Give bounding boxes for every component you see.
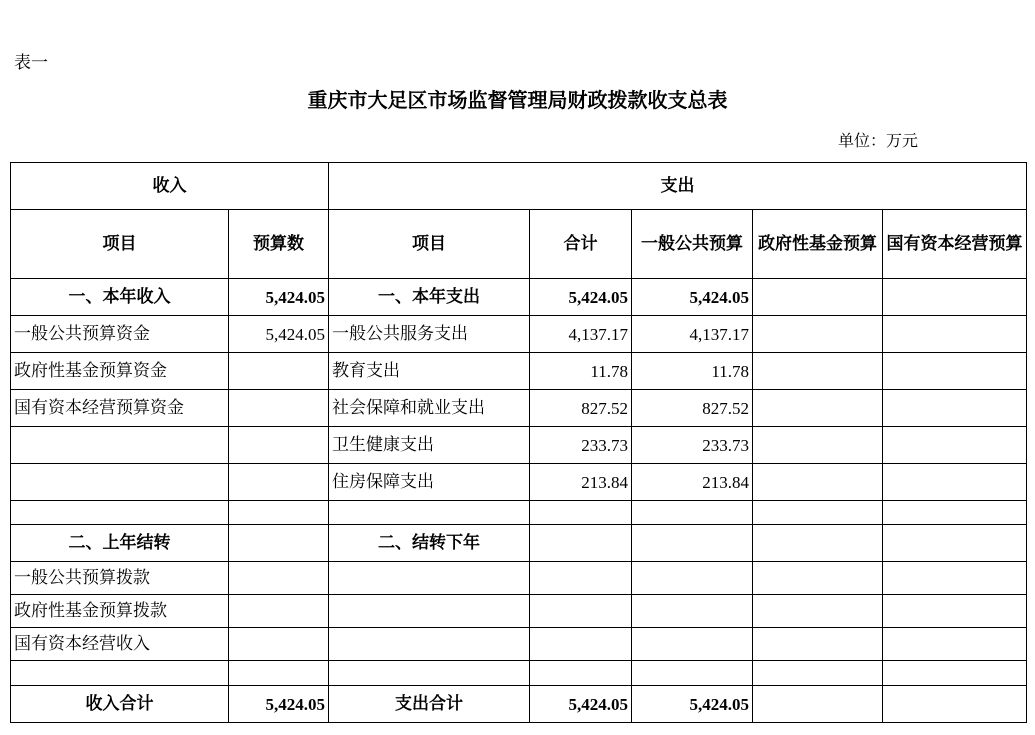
expense-total-cell xyxy=(530,525,632,562)
state-capital-cell xyxy=(883,661,1027,686)
table-row xyxy=(11,686,1027,723)
state-capital-cell xyxy=(883,562,1027,595)
income-item-cell: 国有资本经营收入 xyxy=(11,628,229,661)
general-budget-cell xyxy=(632,661,753,686)
expense-total-cell: 5,424.05 xyxy=(530,686,632,723)
income-item-cell xyxy=(11,661,229,686)
expense-total-cell: 827.52 xyxy=(530,390,632,427)
income-amount-cell xyxy=(229,501,329,525)
gov-fund-cell xyxy=(753,501,883,525)
income-item-cell: 一般公共预算拨款 xyxy=(11,562,229,595)
table-row xyxy=(11,628,1027,661)
income-item-cell xyxy=(11,501,229,525)
expense-item-cell: 支出合计 xyxy=(329,686,530,723)
expense-item-cell: 社会保障和就业支出 xyxy=(329,390,530,427)
expense-item-cell: 教育支出 xyxy=(329,353,530,390)
expense-item-cell xyxy=(329,595,530,628)
general-budget-cell: 233.73 xyxy=(632,427,753,464)
general-budget-cell: 4,137.17 xyxy=(632,316,753,353)
col-header-total: 合计 xyxy=(530,210,632,279)
expense-item-cell: 一、本年支出 xyxy=(329,279,530,316)
state-capital-cell xyxy=(883,427,1027,464)
income-amount-cell xyxy=(229,628,329,661)
income-item-cell xyxy=(11,464,229,501)
expense-item-cell xyxy=(329,628,530,661)
income-amount-cell: 5,424.05 xyxy=(229,316,329,353)
gov-fund-cell xyxy=(753,279,883,316)
gov-fund-cell xyxy=(753,464,883,501)
income-item-cell: 政府性基金预算拨款 xyxy=(11,595,229,628)
gov-fund-cell xyxy=(753,686,883,723)
general-budget-cell xyxy=(632,595,753,628)
col-header-state-capital: 国有资本经营预算 xyxy=(883,210,1027,279)
state-capital-cell xyxy=(883,686,1027,723)
col-header-general-budget: 一般公共预算 xyxy=(632,210,753,279)
income-amount-cell xyxy=(229,390,329,427)
expense-total-cell xyxy=(530,595,632,628)
table-row xyxy=(11,562,1027,595)
gov-fund-cell xyxy=(753,525,883,562)
header-row-columns xyxy=(11,210,1027,279)
income-amount-cell xyxy=(229,353,329,390)
state-capital-cell xyxy=(883,628,1027,661)
expense-item-cell: 住房保障支出 xyxy=(329,464,530,501)
general-budget-cell xyxy=(632,525,753,562)
table-row xyxy=(11,464,1027,501)
income-item-cell: 收入合计 xyxy=(11,686,229,723)
table-number-label: 表一 xyxy=(14,53,48,73)
income-item-cell: 一般公共预算资金 xyxy=(11,316,229,353)
general-budget-cell xyxy=(632,562,753,595)
gov-fund-cell xyxy=(753,628,883,661)
state-capital-cell xyxy=(883,390,1027,427)
table-row xyxy=(11,390,1027,427)
col-header-income-item: 项目 xyxy=(11,210,229,279)
table-body xyxy=(11,279,1027,723)
table-row xyxy=(11,279,1027,316)
income-amount-cell xyxy=(229,661,329,686)
income-item-cell xyxy=(11,427,229,464)
header-row-group xyxy=(11,163,1027,210)
gov-fund-cell xyxy=(753,427,883,464)
income-amount-cell: 5,424.05 xyxy=(229,686,329,723)
gov-fund-cell xyxy=(753,316,883,353)
general-budget-cell: 5,424.05 xyxy=(632,686,753,723)
expense-item-cell: 卫生健康支出 xyxy=(329,427,530,464)
expense-total-cell: 233.73 xyxy=(530,427,632,464)
general-budget-cell: 11.78 xyxy=(632,353,753,390)
gov-fund-cell xyxy=(753,562,883,595)
table-row xyxy=(11,427,1027,464)
income-amount-cell: 5,424.05 xyxy=(229,279,329,316)
state-capital-cell xyxy=(883,464,1027,501)
state-capital-cell xyxy=(883,595,1027,628)
income-header: 收入 xyxy=(11,163,329,210)
expense-total-cell: 11.78 xyxy=(530,353,632,390)
col-header-budget: 预算数 xyxy=(229,210,329,279)
income-amount-cell xyxy=(229,595,329,628)
expense-item-cell: 二、结转下年 xyxy=(329,525,530,562)
state-capital-cell xyxy=(883,279,1027,316)
general-budget-cell: 5,424.05 xyxy=(632,279,753,316)
gov-fund-cell xyxy=(753,390,883,427)
income-amount-cell xyxy=(229,427,329,464)
income-amount-cell xyxy=(229,562,329,595)
income-item-cell: 政府性基金预算资金 xyxy=(11,353,229,390)
income-item-cell: 一、本年收入 xyxy=(11,279,229,316)
expense-item-cell xyxy=(329,562,530,595)
table-row xyxy=(11,316,1027,353)
gov-fund-cell xyxy=(753,595,883,628)
expense-item-cell xyxy=(329,501,530,525)
state-capital-cell xyxy=(883,501,1027,525)
state-capital-cell xyxy=(883,525,1027,562)
expense-total-cell xyxy=(530,661,632,686)
table-row xyxy=(11,501,1027,525)
state-capital-cell xyxy=(883,353,1027,390)
unit-label: 单位：万元 xyxy=(838,131,919,150)
expense-total-cell xyxy=(530,628,632,661)
general-budget-cell xyxy=(632,628,753,661)
expense-item-cell xyxy=(329,661,530,686)
expense-total-cell xyxy=(530,562,632,595)
expense-total-cell: 4,137.17 xyxy=(530,316,632,353)
expense-total-cell xyxy=(530,501,632,525)
table-row xyxy=(11,353,1027,390)
col-header-gov-fund: 政府性基金预算 xyxy=(753,210,883,279)
page-title: 重庆市大足区市场监督管理局财政拨款收支总表 xyxy=(307,88,728,112)
table-row xyxy=(11,525,1027,562)
general-budget-cell xyxy=(632,501,753,525)
income-amount-cell xyxy=(229,525,329,562)
table-row xyxy=(11,661,1027,686)
income-item-cell: 二、上年结转 xyxy=(11,525,229,562)
expense-header: 支出 xyxy=(329,163,1027,210)
gov-fund-cell xyxy=(753,353,883,390)
col-header-expense-item: 项目 xyxy=(329,210,530,279)
income-amount-cell xyxy=(229,464,329,501)
general-budget-cell: 213.84 xyxy=(632,464,753,501)
expense-item-cell: 一般公共服务支出 xyxy=(329,316,530,353)
income-item-cell: 国有资本经营预算资金 xyxy=(11,390,229,427)
general-budget-cell: 827.52 xyxy=(632,390,753,427)
state-capital-cell xyxy=(883,316,1027,353)
expense-total-cell: 213.84 xyxy=(530,464,632,501)
fiscal-summary-table xyxy=(10,162,1027,723)
expense-total-cell: 5,424.05 xyxy=(530,279,632,316)
table-row xyxy=(11,595,1027,628)
gov-fund-cell xyxy=(753,661,883,686)
